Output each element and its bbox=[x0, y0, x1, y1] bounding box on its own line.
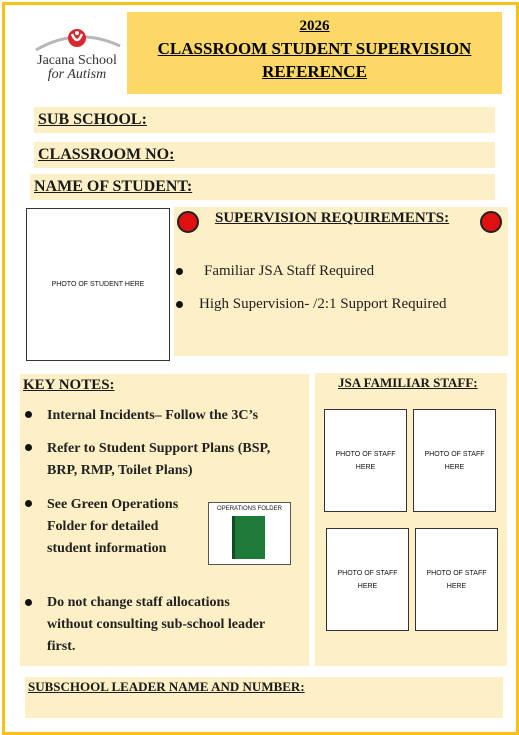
classroom-no-field[interactable] bbox=[34, 142, 495, 168]
alert-dot-icon bbox=[177, 211, 199, 233]
bullet-icon bbox=[25, 599, 32, 606]
key-note-item: Internal Incidents– Follow the 3C’s bbox=[47, 408, 259, 423]
folder-icon bbox=[232, 516, 265, 559]
staff-photo-placeholder[interactable] bbox=[415, 528, 498, 631]
staff-photo-label: PHOTO OF STAFF bbox=[426, 569, 487, 577]
key-note-line: Folder for detailed bbox=[47, 519, 159, 534]
key-note-line: first. bbox=[47, 639, 76, 654]
key-note-line: without consulting sub-school leader bbox=[47, 617, 266, 632]
leader-field[interactable] bbox=[25, 677, 503, 718]
staff-photo-label: HERE bbox=[444, 463, 465, 471]
staff-photo-label: HERE bbox=[446, 582, 467, 590]
staff-photo-placeholder[interactable] bbox=[326, 528, 409, 631]
logo-icon bbox=[30, 26, 124, 54]
logo-name: Jacana School bbox=[37, 53, 117, 68]
sub-school-field[interactable] bbox=[34, 107, 495, 133]
header-title-line2: REFERENCE bbox=[262, 62, 367, 81]
staff-photo-label: HERE bbox=[357, 582, 378, 590]
supervision-item: Familiar JSA Staff Required bbox=[204, 263, 375, 279]
header-banner bbox=[127, 12, 502, 94]
staff-photo-label: PHOTO OF STAFF bbox=[337, 569, 398, 577]
bullet-icon bbox=[25, 500, 32, 507]
key-note-item bbox=[47, 592, 305, 658]
staff-heading: JSA FAMILIAR STAFF: bbox=[338, 375, 478, 390]
staff-photo-placeholder[interactable] bbox=[324, 409, 407, 512]
key-note-item bbox=[47, 494, 207, 560]
leader-label: SUBSCHOOL LEADER NAME AND NUMBER: bbox=[28, 679, 305, 694]
header-year: 2026 bbox=[299, 18, 330, 34]
key-note-line: See Green Operations bbox=[47, 497, 179, 512]
staff-photo-placeholder[interactable] bbox=[413, 409, 496, 512]
school-logo bbox=[30, 26, 124, 96]
alert-dot-icon bbox=[480, 211, 502, 233]
folder-label: OPERATIONS FOLDER bbox=[217, 506, 282, 512]
bullet-icon bbox=[25, 411, 32, 418]
key-notes-heading: KEY NOTES: bbox=[23, 377, 115, 393]
student-photo-placeholder[interactable] bbox=[26, 208, 170, 361]
sub-school-label: SUB SCHOOL: bbox=[38, 111, 147, 128]
key-note-line: student information bbox=[47, 541, 167, 556]
bullet-icon bbox=[176, 268, 183, 275]
key-note-line: Refer to Student Support Plans (BSP, bbox=[47, 441, 271, 456]
bullet-icon bbox=[25, 444, 32, 451]
header-title-line1: CLASSROOM STUDENT SUPERVISION bbox=[157, 39, 472, 58]
supervision-heading: SUPERVISION REQUIREMENTS: bbox=[215, 210, 450, 226]
key-note-line: BRP, RMP, Toilet Plans) bbox=[47, 463, 193, 478]
staff-photo-label: HERE bbox=[355, 463, 376, 471]
operations-folder-image bbox=[208, 502, 291, 565]
key-note-item bbox=[47, 438, 307, 482]
bullet-icon bbox=[176, 301, 183, 308]
staff-photo-label: PHOTO OF STAFF bbox=[335, 450, 396, 458]
classroom-no-label: CLASSROOM NO: bbox=[38, 146, 175, 163]
supervision-panel bbox=[174, 207, 508, 356]
logo-tagline: for Autism bbox=[47, 67, 107, 82]
key-note-line: Do not change staff allocations bbox=[47, 595, 230, 610]
supervision-item: High Supervision- /2:1 Support Required bbox=[199, 296, 447, 312]
student-photo-label: PHOTO OF STUDENT HERE bbox=[51, 281, 145, 288]
staff-photo-label: PHOTO OF STAFF bbox=[424, 450, 485, 458]
student-name-field[interactable] bbox=[30, 174, 495, 200]
student-name-label: NAME OF STUDENT: bbox=[34, 178, 193, 195]
